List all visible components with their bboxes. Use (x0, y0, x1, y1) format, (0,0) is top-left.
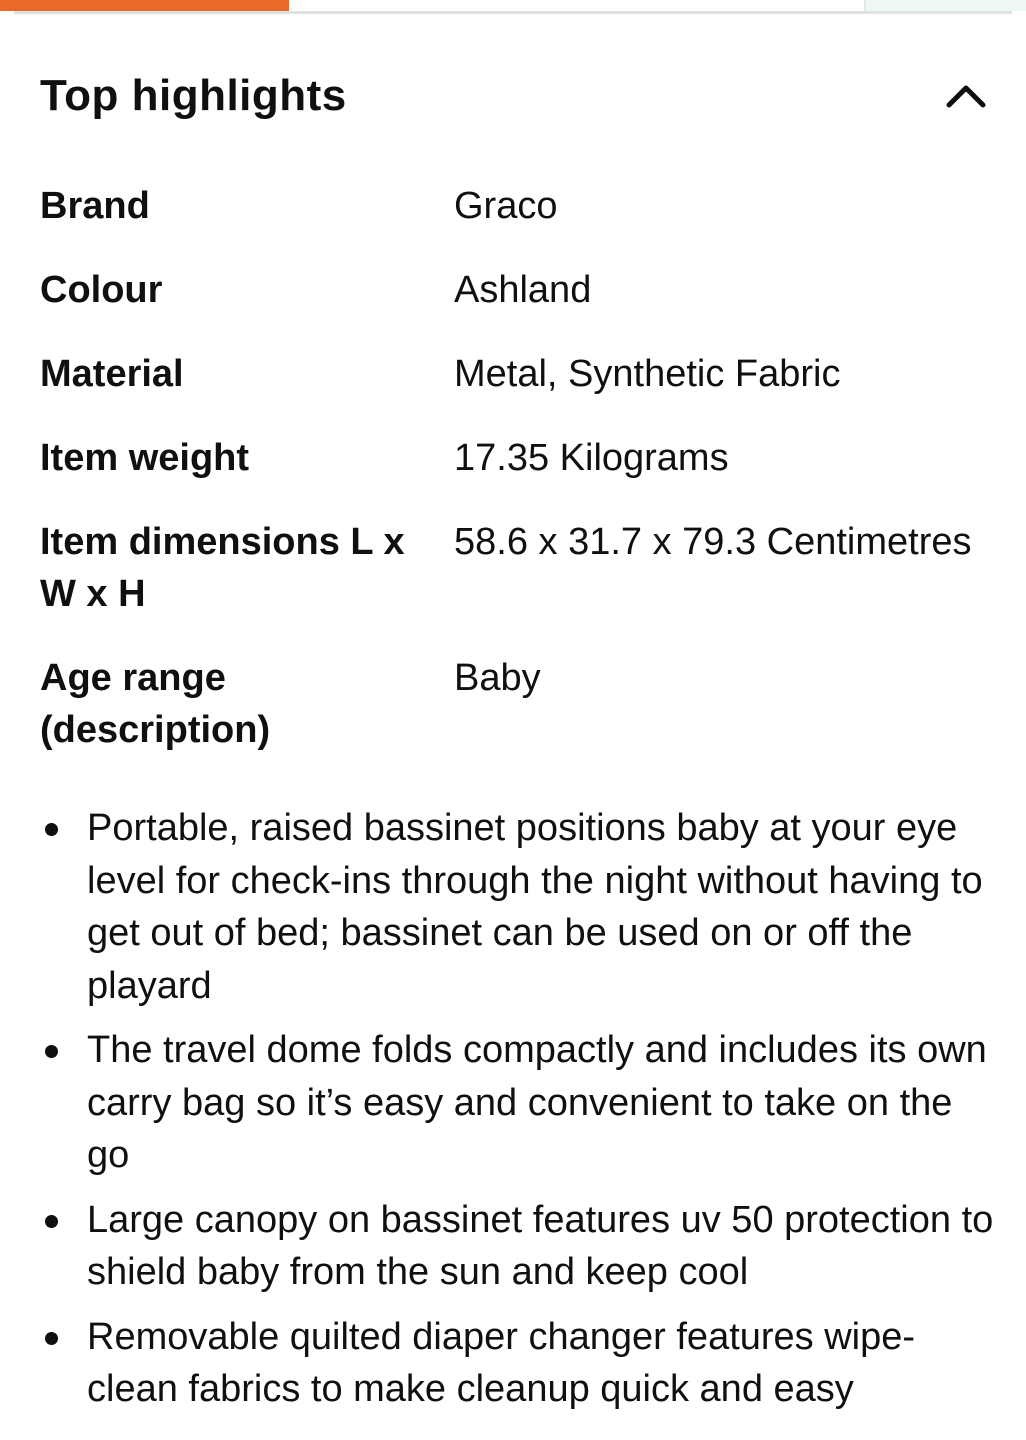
bullet-dot-icon (45, 1332, 58, 1345)
spec-value: Ashland (454, 269, 592, 311)
bullet-dot-icon (45, 1215, 58, 1228)
list-item (40, 1024, 1000, 1182)
spec-value: 17.35 Kilograms (454, 437, 729, 479)
spec-label: Colour (40, 269, 163, 311)
bullet-dot-icon (45, 1045, 58, 1058)
spec-row-age-range (40, 652, 990, 756)
active-tab-indicator[interactable] (0, 0, 289, 11)
spec-row-material (40, 348, 990, 400)
next-tab[interactable] (866, 0, 1026, 11)
list-item (40, 1311, 1000, 1416)
spec-value: Graco (454, 185, 558, 227)
feature-bullet-list (40, 802, 1000, 1428)
spec-row-brand (40, 180, 990, 232)
spec-label: Material (40, 353, 184, 395)
spec-value: Metal, Synthetic Fabric (454, 353, 841, 395)
tab-track (14, 11, 1012, 14)
spec-row-colour (40, 264, 990, 316)
spec-label: Item weight (40, 437, 250, 479)
bullet-dot-icon (45, 823, 58, 836)
list-item (40, 1194, 1000, 1299)
spec-table (40, 180, 990, 788)
bullet-text: The travel dome folds compactly and includes its own carry bag so it’s easy and convenient to take on the go (87, 1029, 987, 1176)
spec-label: Age range (description) (40, 657, 271, 751)
bullet-text: Portable, raised bassinet positions baby at your eye level for check-ins through the night without having to get out of bed; bassinet can be used on or off the playard (87, 807, 983, 1007)
list-item (40, 802, 1000, 1012)
chevron-up-icon (946, 83, 986, 109)
spec-row-item-weight (40, 432, 990, 484)
bullet-text: Large canopy on bassinet features uv 50 protection to shield baby from the sun and keep cool (87, 1198, 994, 1293)
tab-strip (0, 0, 1026, 22)
section-title: Top highlights (40, 71, 347, 120)
spec-value: 58.6 x 31.7 x 79.3 Centimetres (454, 521, 972, 563)
collapse-button[interactable] (942, 72, 990, 120)
spec-value: Baby (454, 657, 541, 699)
spec-label: Brand (40, 185, 150, 227)
top-highlights-header[interactable] (40, 60, 990, 132)
spec-row-item-dimensions (40, 516, 990, 620)
bullet-text: Removable quilted diaper changer features wipe-clean fabrics to make cleanup quick and easy (87, 1315, 916, 1410)
spec-label: Item dimensions L x W x H (40, 521, 405, 615)
